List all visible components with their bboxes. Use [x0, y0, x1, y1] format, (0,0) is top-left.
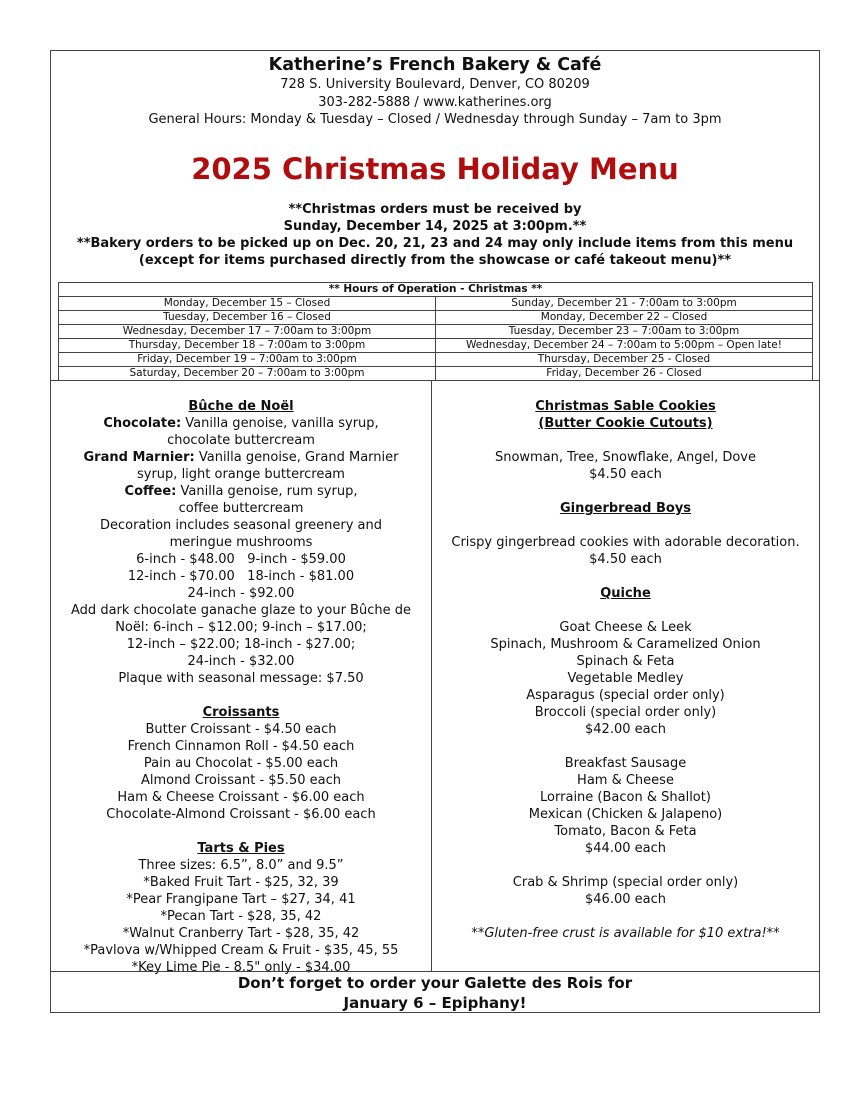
hours-cell: Tuesday, December 23 – 7:00am to 3:00pm: [436, 324, 813, 338]
list-item: Ham & Cheese: [577, 773, 674, 788]
buche-decoration-2: meringue mushrooms: [169, 535, 313, 550]
croissants-title: Croissants: [202, 705, 280, 720]
hours-cell: Wednesday, December 24 – 7:00am to 5:00pm – Open late!: [436, 338, 813, 352]
list-item: Breakfast Sausage: [564, 756, 687, 771]
list-item: *Key Lime Pie - 8.5" only - $34.00: [131, 960, 351, 975]
buche-grand-marnier-text: Vanilla genoise, Grand Marnier: [194, 450, 399, 465]
right-column: [432, 381, 819, 972]
list-item: Asparagus (special order only): [526, 688, 725, 703]
buche-grand-marnier-text-2: syrup, light orange buttercream: [137, 467, 345, 482]
sable-price: $4.50 each: [589, 467, 662, 482]
hours-cell: Friday, December 26 - Closed: [436, 366, 813, 380]
buche-chocolate-text-2: chocolate buttercream: [167, 433, 315, 448]
buche-grand-marnier-label: Grand Marnier:: [83, 450, 195, 465]
header: [51, 51, 819, 269]
list-item: Spinach & Feta: [576, 654, 675, 669]
hours-cell: Thursday, December 18 – 7:00am to 3:00pm: [59, 338, 436, 352]
buche-glaze: 12-inch – $22.00; 18-inch - $27.00;: [126, 637, 356, 652]
buche-price: 12-inch - $70.00 18-inch - $81.00: [127, 569, 355, 584]
menu-page: [50, 50, 820, 1013]
table-row: [59, 310, 813, 324]
general-hours: General Hours: Monday & Tuesday – Closed / Wednesday through Sunday – 7am to 3pm: [148, 112, 722, 127]
table-row: [59, 352, 813, 366]
hours-cell: Tuesday, December 16 – Closed: [59, 310, 436, 324]
buche-glaze: 24-inch - $32.00: [187, 654, 295, 669]
list-item: *Pavlova w/Whipped Cream & Fruit - $35, 45, 55: [83, 943, 399, 958]
buche-coffee-text-2: coffee buttercream: [178, 501, 304, 516]
address: 728 S. University Boulevard, Denver, CO 80209: [280, 77, 590, 92]
left-column: [51, 381, 432, 975]
buche-plaque: Plaque with seasonal message: $7.50: [118, 671, 364, 686]
buche-coffee-text: Vanilla genoise, rum syrup,: [176, 484, 358, 499]
buche-coffee: [51, 483, 431, 500]
gingerbread-title: Gingerbread Boys: [559, 501, 692, 516]
table-row: [59, 324, 813, 338]
buche-glaze: Noël: 6-inch – $12.00; 9-inch – $17.00;: [115, 620, 367, 635]
hours-cell: Sunday, December 21 - 7:00am to 3:00pm: [436, 296, 813, 310]
table-row: [59, 338, 813, 352]
list-item: Spinach, Mushroom & Caramelized Onion: [490, 637, 761, 652]
list-item: $44.00 each: [585, 841, 666, 856]
list-item: Broccoli (special order only): [534, 705, 717, 720]
list-item: Three sizes: 6.5”, 8.0” and 9.5”: [138, 858, 344, 873]
list-item: Goat Cheese & Leek: [559, 620, 692, 635]
list-item: $42.00 each: [585, 722, 666, 737]
buche-coffee-label: Coffee:: [124, 484, 177, 499]
hours-cell: Wednesday, December 17 – 7:00am to 3:00pm: [59, 324, 436, 338]
list-item: $46.00 each: [585, 892, 666, 907]
quiche-title: Quiche: [600, 586, 651, 601]
list-item: *Pear Frangipane Tart – $27, 34, 41: [126, 892, 356, 907]
gluten-free-note: **Gluten-free crust is available for $10 extra!**: [471, 926, 780, 941]
buche-price: 6-inch - $48.00 9-inch - $59.00: [136, 552, 346, 567]
contact: 303-282-5888 / www.katherines.org: [318, 94, 552, 110]
menu-columns: [51, 380, 819, 975]
list-item: Tomato, Bacon & Feta: [554, 824, 697, 839]
list-item: *Pecan Tart - $28, 35, 42: [160, 909, 322, 924]
order-deadline-line-1: **Christmas orders must be received by: [288, 201, 582, 217]
menu-title: 2025 Christmas Holiday Menu: [191, 151, 679, 186]
footer-reminder: [51, 971, 819, 1013]
list-item: Vegetable Medley: [567, 671, 684, 686]
table-row: [59, 296, 813, 310]
footer-line-1: Don’t forget to order your Galette des Rois for: [237, 974, 633, 992]
hours-table: [58, 282, 813, 381]
list-item: Butter Croissant - $4.50 each: [145, 722, 337, 737]
list-item: *Baked Fruit Tart - $25, 32, 39: [143, 875, 339, 890]
sable-title: Christmas Sable Cookies: [535, 399, 716, 414]
buche-glaze: Add dark chocolate ganache glaze to your Bûche de: [71, 603, 411, 618]
hours-section: [58, 282, 812, 381]
hours-heading-row: [59, 282, 813, 296]
hours-cell: Monday, December 22 – Closed: [436, 310, 813, 324]
hours-heading: ** Hours of Operation - Christmas **: [59, 282, 813, 296]
buche-chocolate: [51, 415, 431, 432]
sable-subtitle: (Butter Cookie Cutouts): [538, 416, 713, 431]
buche-price: 24-inch - $92.00: [187, 586, 295, 601]
hours-cell: Thursday, December 25 - Closed: [436, 352, 813, 366]
list-item: Lorraine (Bacon & Shallot): [540, 790, 711, 805]
buche-grand-marnier: [51, 449, 431, 466]
order-deadline-line-2: Sunday, December 14, 2025 at 3:00pm.**: [283, 218, 587, 234]
footer-line-2: January 6 – Epiphany!: [343, 994, 527, 1012]
sable-shapes: Snowman, Tree, Snowflake, Angel, Dove: [494, 450, 757, 465]
hours-cell: Monday, December 15 – Closed: [59, 296, 436, 310]
buche-chocolate-text: Vanilla genoise, vanilla syrup,: [181, 416, 379, 431]
bakery-name: Katherine’s French Bakery & Café: [268, 55, 602, 75]
buche-chocolate-label: Chocolate:: [103, 416, 182, 431]
hours-cell: Friday, December 19 – 7:00am to 3:00pm: [59, 352, 436, 366]
list-item: Almond Croissant - $5.50 each: [141, 773, 341, 788]
list-item: Chocolate-Almond Croissant - $6.00 each: [106, 807, 376, 822]
gingerbread-price: $4.50 each: [589, 552, 662, 567]
tarts-title: Tarts & Pies: [197, 841, 285, 856]
pickup-notice: **Bakery orders to be picked up on Dec. 20, 21, 23 and 24 may only include items from this menu (except for items purchased directly from the showcase or café takeout menu)**: [76, 235, 794, 268]
buche-title: Bûche de Noël: [188, 399, 294, 414]
list-item: Ham & Cheese Croissant - $6.00 each: [117, 790, 365, 805]
buche-decoration: Decoration includes seasonal greenery and: [99, 518, 383, 533]
list-item: Crab & Shrimp (special order only): [512, 875, 739, 890]
gingerbread-desc: Crispy gingerbread cookies with adorable decoration.: [451, 535, 800, 550]
table-row: [59, 366, 813, 380]
hours-cell: Saturday, December 20 – 7:00am to 3:00pm: [59, 366, 436, 380]
list-item: French Cinnamon Roll - $4.50 each: [127, 739, 355, 754]
list-item: *Walnut Cranberry Tart - $28, 35, 42: [122, 926, 360, 941]
list-item: Mexican (Chicken & Jalapeno): [528, 807, 723, 822]
list-item: Pain au Chocolat - $5.00 each: [143, 756, 339, 771]
